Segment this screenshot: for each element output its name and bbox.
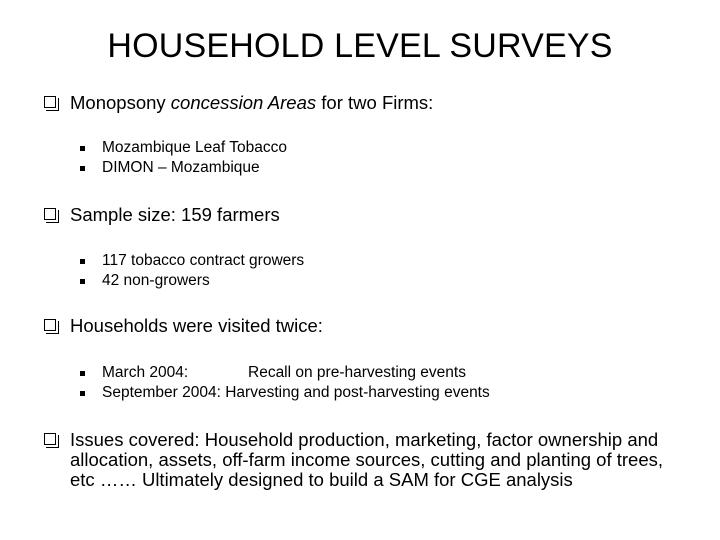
bullet-visits (44, 316, 690, 336)
bullet-text-pre: Monopsony (70, 92, 171, 113)
bullet-issues (44, 430, 690, 490)
square-bullet-icon (80, 371, 85, 376)
bullet-text-post: for two Firms: (316, 92, 434, 113)
checkbox-bullet-icon (44, 96, 56, 108)
square-bullet-icon (80, 166, 85, 171)
bullet-monopsony (44, 93, 690, 113)
sub-item-text: Mozambique Leaf Tobacco (102, 139, 287, 156)
square-bullet-icon (80, 146, 85, 151)
square-bullet-icon (80, 279, 85, 284)
slide-title: HOUSEHOLD LEVEL SURVEYS (107, 27, 613, 65)
sub-item-text (102, 363, 466, 383)
bullet-sample-size (44, 205, 690, 225)
visit-date: September 2004: (102, 384, 221, 401)
checkbox-bullet-icon (44, 319, 56, 331)
square-bullet-icon (80, 391, 85, 396)
bullet-text-italic: concession Areas (170, 92, 317, 113)
visit-date: March 2004: (102, 364, 189, 381)
checkbox-bullet-icon (44, 433, 56, 445)
sub-item-text: DIMON – Mozambique (102, 159, 260, 176)
visit-description: Recall on pre-harvesting events (248, 364, 466, 381)
visit-description: Harvesting and post-harvesting events (225, 384, 490, 401)
sub-item-text: 42 non-growers (102, 272, 210, 289)
bullet-text: Households were visited twice: (70, 315, 323, 336)
bullet-text: Sample size: 159 farmers (70, 204, 280, 225)
square-bullet-icon (80, 259, 85, 264)
sub-item-text: 117 tobacco contract growers (102, 252, 305, 269)
bullet-text (70, 93, 690, 113)
checkbox-bullet-icon (44, 208, 56, 220)
sub-item-text (102, 383, 490, 403)
bullet-text: Issues covered: Household production, marketing, factor ownership and allocation, assets, off-farm income sources, cutting and planting of trees, etc …… Ultimately designed to build a SAM for CGE analysis (70, 429, 663, 490)
